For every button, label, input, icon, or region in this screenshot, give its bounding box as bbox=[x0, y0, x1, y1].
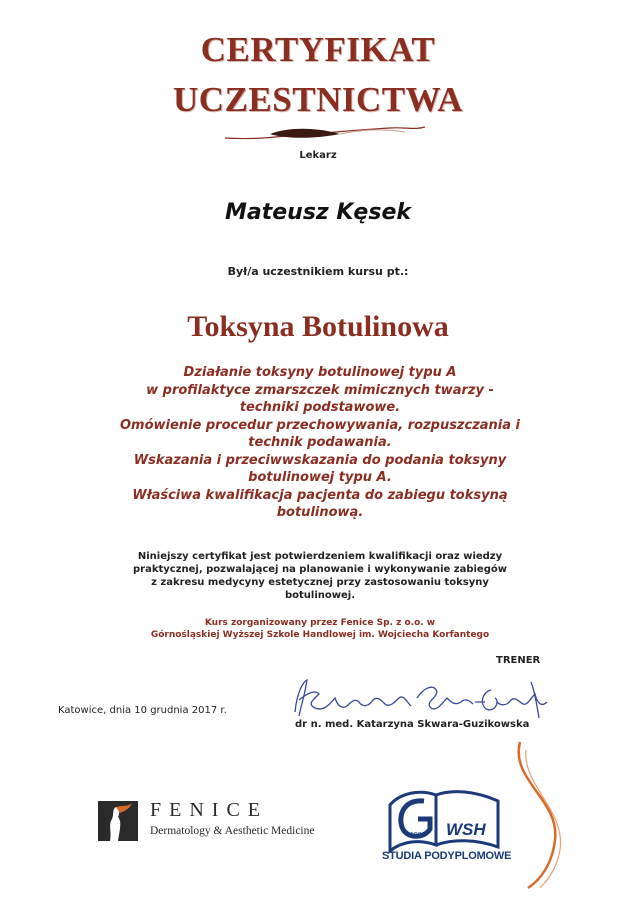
statement-line: praktycznej, pozwalającej na planowanie i wykonywanie zabiegów bbox=[133, 564, 507, 575]
certificate-title-line2: UCZESTNICTWA bbox=[173, 80, 463, 119]
fenice-name: FENICE bbox=[150, 799, 268, 821]
statement-line: botulinowej. bbox=[284, 590, 356, 601]
gwsh-subtitle: STUDIA PODYPLOMOWE bbox=[382, 850, 512, 862]
statement-line: z zakresu medycyny estetycznej przy zastosowaniu toksyny bbox=[151, 577, 489, 588]
course-topics bbox=[60, 364, 580, 522]
participant-name: Mateusz Kęsek bbox=[224, 200, 411, 225]
topic-line: Działanie toksyny botulinowej typu A bbox=[183, 365, 457, 380]
trainer-label: TRENER bbox=[496, 655, 541, 666]
trainer-name: dr n. med. Katarzyna Skwara-Guzikowska bbox=[295, 719, 530, 730]
topic-line: technik podawania. bbox=[248, 435, 392, 450]
topic-line: botulinową. bbox=[276, 505, 364, 520]
qualification-statement bbox=[100, 550, 540, 602]
topic-line: Właściwa kwalifikacja pacjenta do zabiegu toksyną bbox=[132, 487, 508, 503]
certificate-title-line1: CERTYFIKAT bbox=[200, 30, 436, 69]
organizer-line: Górnośląskiej Wyższej Szkole Handlowej im. Wojciecha Korfantego bbox=[150, 630, 490, 640]
decorative-swirl bbox=[500, 740, 570, 890]
organizer-note bbox=[90, 617, 550, 641]
topic-line: Wskazania i przeciwwskazania do podania toksyny bbox=[133, 452, 507, 468]
gwsh-letters: WSH bbox=[446, 820, 486, 839]
fenice-figure-icon bbox=[98, 801, 138, 841]
course-title: Toksyna Botulinowa bbox=[187, 310, 449, 343]
topic-line: techniki podstawowe. bbox=[239, 400, 401, 415]
role-label: Lekarz bbox=[299, 150, 337, 161]
organizer-line: Kurs zorganizowany przez Fenice Sp. z o.o. w bbox=[204, 618, 436, 628]
topic-line: Omówienie procedur przechowywania, rozpuszczania i bbox=[119, 417, 521, 433]
ornament-divider bbox=[220, 124, 430, 146]
topic-line: w profilaktyce zmarszczek mimicznych twarzy - bbox=[146, 382, 494, 398]
topic-line: botulinowej typu A. bbox=[248, 470, 392, 485]
gwsh-year: 1991 bbox=[410, 832, 426, 839]
fenice-tagline: Dermatology & Aesthetic Medicine bbox=[150, 825, 315, 837]
fenice-logo bbox=[98, 797, 328, 847]
place-date: Katowice, dnia 10 grudnia 2017 r. bbox=[58, 705, 227, 716]
intro-text: Był/a uczestnikiem kursu pt.: bbox=[227, 265, 409, 278]
statement-line: Niniejszy certyfikat jest potwierdzeniem kwalifikacji oraz wiedzy bbox=[137, 551, 503, 562]
